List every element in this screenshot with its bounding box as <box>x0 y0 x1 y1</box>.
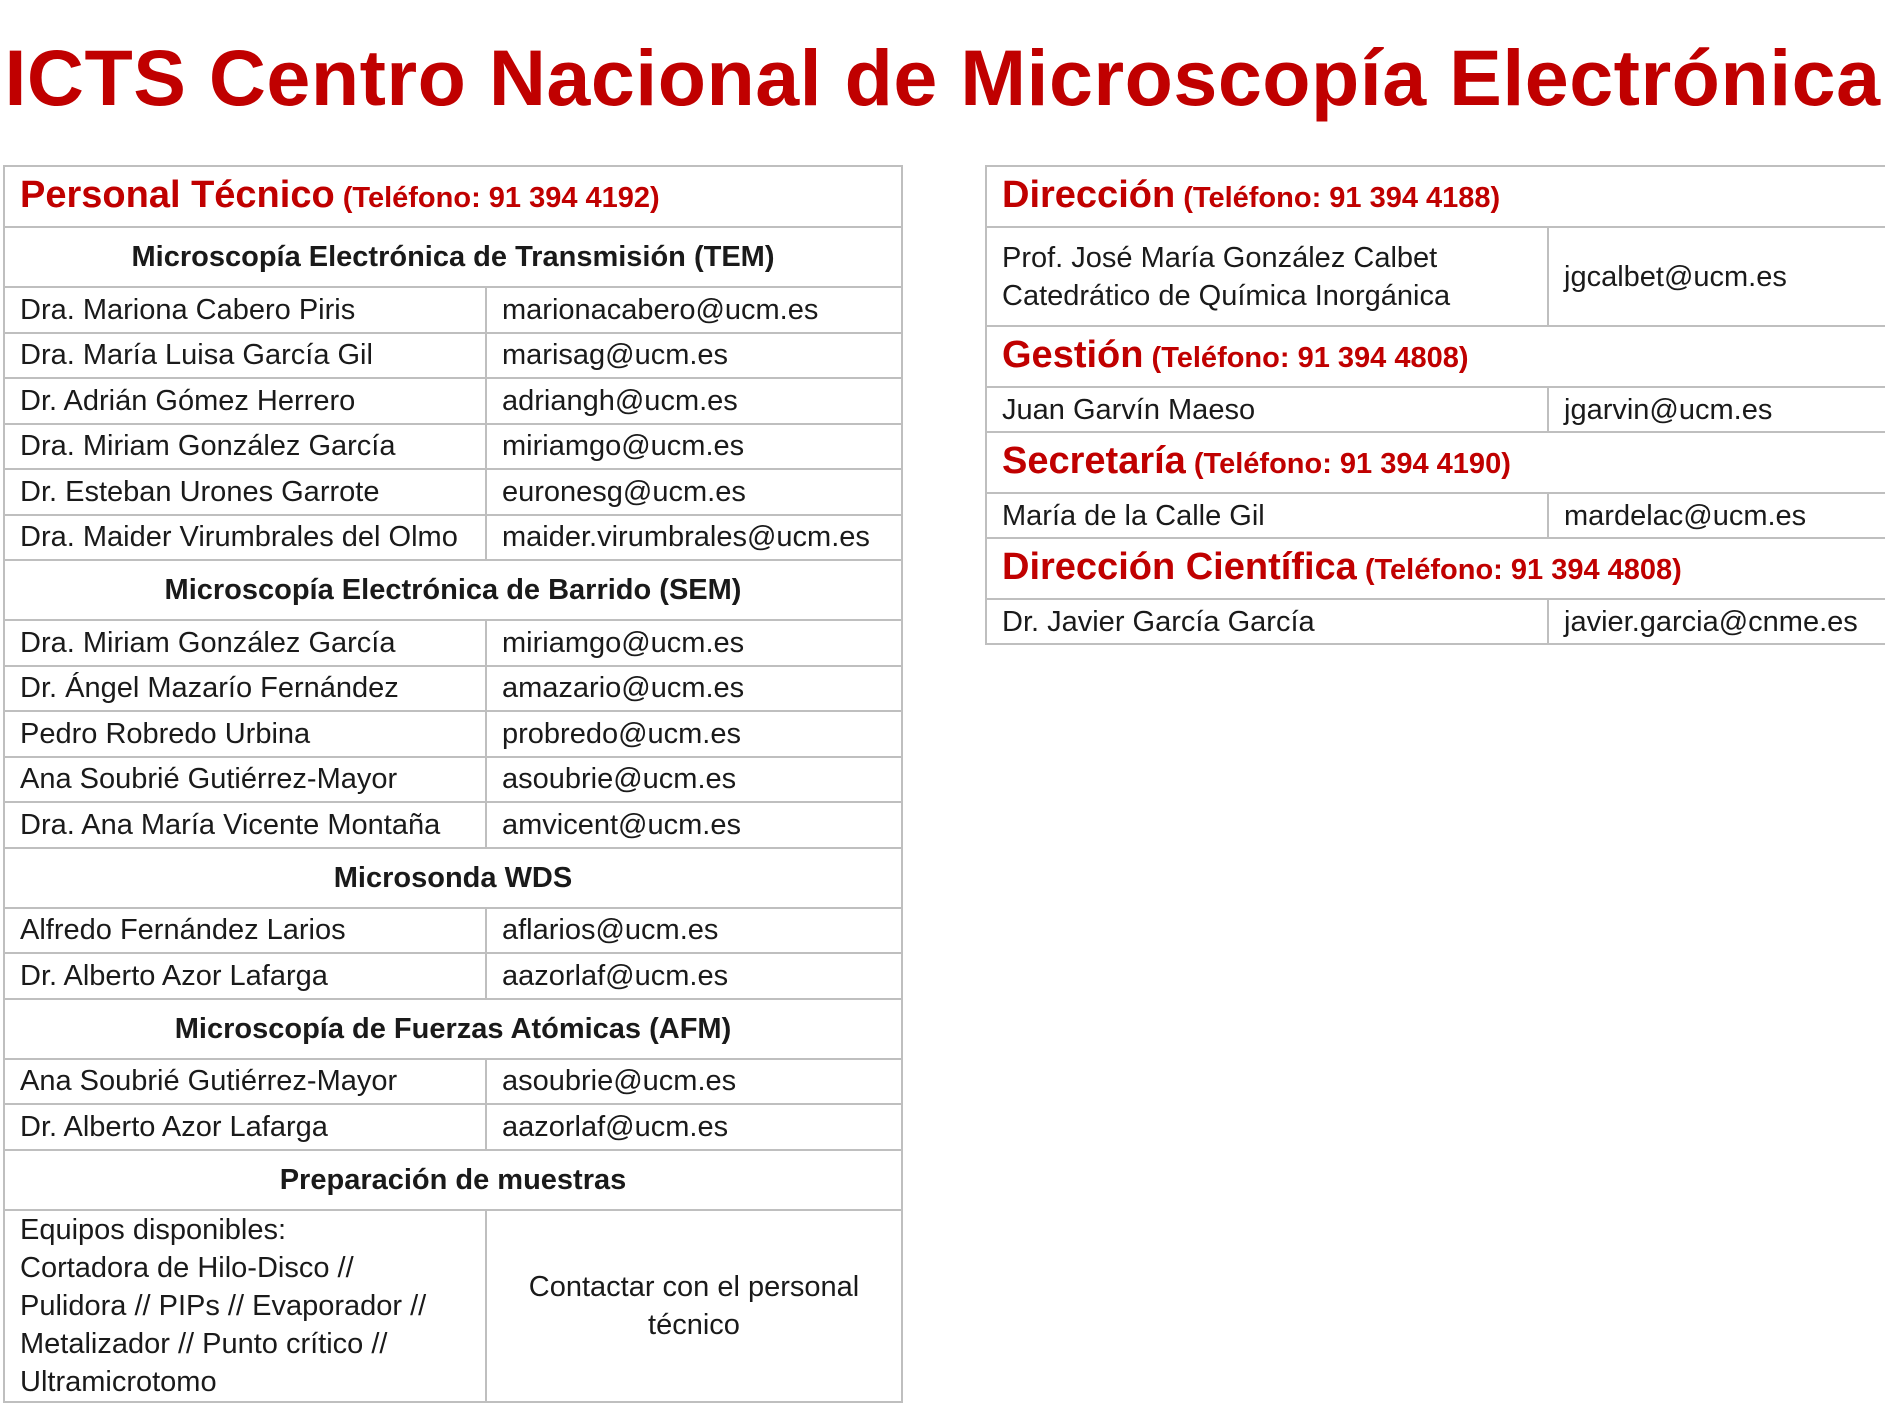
prep-equipment-line: Equipos disponibles: <box>20 1213 287 1246</box>
secretaria-header-row <box>986 432 1885 493</box>
prep-equipment-line: Pulidora // PIPs // Evaporador // <box>20 1289 427 1322</box>
person-role: Catedrático de Química Inorgánica <box>1002 279 1451 312</box>
section-phone: (Teléfono: 91 394 4192) <box>342 182 660 214</box>
staff-email <box>486 757 902 803</box>
email-link[interactable]: jgarvin@ucm.es <box>1564 393 1773 426</box>
staff-name: Ana Soubrié Gutiérrez-Mayor <box>4 1059 486 1105</box>
section-phone: (Teléfono: 91 394 4188) <box>1183 182 1501 214</box>
group-header-row <box>4 848 902 908</box>
email-link[interactable]: jgcalbet@ucm.es <box>1564 260 1787 293</box>
cientifica-row <box>986 599 1885 644</box>
staff-email <box>486 378 902 424</box>
email-link[interactable]: miriamgo@ucm.es <box>502 430 745 463</box>
group-title: Microscopía Electrónica de Barrido (SEM) <box>4 560 902 620</box>
email-link[interactable]: probredo@ucm.es <box>502 717 741 750</box>
email-link[interactable]: asoubrie@ucm.es <box>502 1065 737 1098</box>
technical-staff-header <box>4 166 902 227</box>
staff-name: Alfredo Fernández Larios <box>4 908 486 954</box>
staff-email <box>486 424 902 470</box>
section-heading: Secretaría <box>1002 440 1186 482</box>
prep-equipment-line: Cortadora de Hilo-Disco // <box>20 1251 354 1284</box>
staff-email <box>486 1059 902 1105</box>
email-link[interactable]: marionacabero@ucm.es <box>502 293 819 326</box>
gestion-row <box>986 387 1885 432</box>
prep-equipment-cell <box>4 1210 486 1402</box>
email-link[interactable]: amazario@ucm.es <box>502 672 745 705</box>
email-cell <box>1548 227 1885 326</box>
section-heading: Dirección Científica <box>1002 546 1357 588</box>
email-link[interactable]: aazorlaf@ucm.es <box>502 1110 729 1143</box>
section-heading: Personal Técnico <box>20 174 335 216</box>
cientifica-header <box>986 538 1885 599</box>
person-name: Dr. Javier García García <box>1002 605 1315 638</box>
staff-name: Ana Soubrié Gutiérrez-Mayor <box>4 757 486 803</box>
staff-name: Dra. Miriam González García <box>4 424 486 470</box>
staff-email <box>486 287 902 333</box>
staff-name: Dr. Alberto Azor Lafarga <box>4 953 486 999</box>
email-link[interactable]: marisag@ucm.es <box>502 339 729 372</box>
person-name-cell <box>986 493 1548 538</box>
email-link[interactable]: adriangh@ucm.es <box>502 384 738 417</box>
staff-name: Dr. Alberto Azor Lafarga <box>4 1104 486 1150</box>
person-name: Prof. José María González Calbet <box>1002 241 1438 274</box>
email-link[interactable]: euronesg@ucm.es <box>502 475 746 508</box>
staff-row <box>4 333 902 379</box>
staff-row <box>4 802 902 848</box>
staff-email <box>486 469 902 515</box>
staff-email <box>486 1104 902 1150</box>
prep-equipment-line: Ultramicrotomo <box>20 1365 217 1398</box>
gestion-header-row <box>986 326 1885 387</box>
staff-row <box>4 1104 902 1150</box>
group-header-row <box>4 560 902 620</box>
person-name: Juan Garvín Maeso <box>1002 393 1256 426</box>
staff-email <box>486 953 902 999</box>
staff-name: Dra. Maider Virumbrales del Olmo <box>4 515 486 561</box>
section-heading: Gestión <box>1002 334 1144 376</box>
staff-name: Dra. María Luisa García Gil <box>4 333 486 379</box>
staff-row <box>4 469 902 515</box>
staff-row <box>4 908 902 954</box>
email-cell <box>1548 493 1885 538</box>
staff-row <box>4 424 902 470</box>
staff-email <box>486 711 902 757</box>
email-link[interactable]: aflarios@ucm.es <box>502 914 719 947</box>
staff-email <box>486 620 902 666</box>
gestion-header <box>986 326 1885 387</box>
prep-contact-line: técnico <box>648 1308 740 1341</box>
technical-staff-header-row <box>4 166 902 227</box>
prep-contact-line: Contactar con el personal <box>528 1270 860 1303</box>
person-name-cell <box>986 227 1548 326</box>
staff-row <box>4 378 902 424</box>
email-link[interactable]: javier.garcia@cnme.es <box>1564 605 1858 638</box>
email-cell <box>1548 599 1885 644</box>
page-title: ICTS Centro Nacional de Microscopía Electrónica <box>4 33 1881 122</box>
staff-email <box>486 666 902 712</box>
person-name-cell <box>986 599 1548 644</box>
section-phone: (Teléfono: 91 394 4808) <box>1364 554 1682 586</box>
staff-name: Dr. Ángel Mazarío Fernández <box>4 666 486 712</box>
staff-row <box>4 953 902 999</box>
staff-email <box>486 333 902 379</box>
prep-title: Preparación de muestras <box>4 1150 902 1210</box>
management-table <box>985 165 1885 645</box>
staff-email <box>486 802 902 848</box>
staff-row <box>4 757 902 803</box>
staff-name: Dra. Mariona Cabero Piris <box>4 287 486 333</box>
direccion-header-row <box>986 166 1885 227</box>
cientifica-header-row <box>986 538 1885 599</box>
email-link[interactable]: miriamgo@ucm.es <box>502 626 745 659</box>
group-header-row <box>4 227 902 287</box>
direccion-header <box>986 166 1885 227</box>
staff-row <box>4 1059 902 1105</box>
secretaria-header <box>986 432 1885 493</box>
email-link[interactable]: asoubrie@ucm.es <box>502 763 737 796</box>
prep-row <box>4 1210 902 1402</box>
staff-name: Dra. Miriam González García <box>4 620 486 666</box>
staff-name: Pedro Robredo Urbina <box>4 711 486 757</box>
secretaria-row <box>986 493 1885 538</box>
email-cell <box>1548 387 1885 432</box>
prep-contact-cell <box>486 1210 902 1402</box>
staff-row <box>4 620 902 666</box>
staff-email <box>486 515 902 561</box>
email-link[interactable]: amvicent@ucm.es <box>502 808 741 841</box>
technical-staff-table <box>3 165 903 1403</box>
group-title: Microscopía Electrónica de Transmisión (TEM) <box>4 227 902 287</box>
direccion-row <box>986 227 1885 326</box>
group-header-row <box>4 999 902 1059</box>
person-name: María de la Calle Gil <box>1002 499 1265 532</box>
person-name-cell <box>986 387 1548 432</box>
section-phone: (Teléfono: 91 394 4190) <box>1193 448 1511 480</box>
prep-equipment-line: Metalizador // Punto crítico // <box>20 1327 388 1360</box>
staff-row <box>4 515 902 561</box>
section-phone: (Teléfono: 91 394 4808) <box>1151 342 1469 374</box>
prep-header-row <box>4 1150 902 1210</box>
staff-row <box>4 287 902 333</box>
staff-name: Dra. Ana María Vicente Montaña <box>4 802 486 848</box>
staff-row <box>4 711 902 757</box>
group-title: Microscopía de Fuerzas Atómicas (AFM) <box>4 999 902 1059</box>
email-link[interactable]: maider.virumbrales@ucm.es <box>502 521 870 554</box>
section-heading: Dirección <box>1002 174 1176 216</box>
staff-email <box>486 908 902 954</box>
group-title: Microsonda WDS <box>4 848 902 908</box>
email-link[interactable]: aazorlaf@ucm.es <box>502 959 729 992</box>
staff-name: Dr. Adrián Gómez Herrero <box>4 378 486 424</box>
staff-row <box>4 666 902 712</box>
email-link[interactable]: mardelac@ucm.es <box>1564 499 1807 532</box>
staff-name: Dr. Esteban Urones Garrote <box>4 469 486 515</box>
